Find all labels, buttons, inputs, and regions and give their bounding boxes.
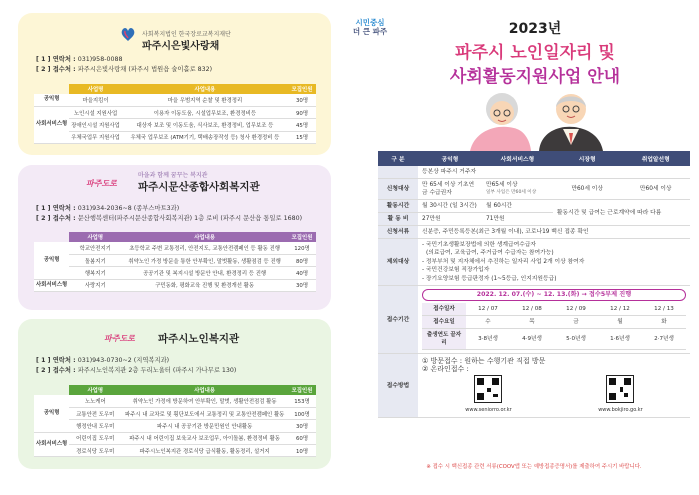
org-logo-icon: [120, 25, 136, 45]
table-row: 경로식당 도우미 파주시노인복지관 경로식당 급식활동, 활동정리, 설거지 10명: [34, 445, 316, 457]
org-panel-senior-welfare: [18, 319, 331, 469]
org-address: [ 2 ] 접수처 : 파주시노인복지관 2층 두리노울터 (파주시 가나무로 130): [36, 367, 237, 374]
title-year: 2023년: [508, 21, 562, 37]
table-row: 제외대상 - 국민기초생활보장법에 의한 생계급여수급자 (의료급여, 교육급여, 주거급여 수급자는 참여가능) - 정부부처 및 지자체에서 추진하는 일자리 사업 2개 이상 참여자 - 국민건강보험 직장가입자 - 장기요양보험 등급판정자 (1~5등급, 인지지원등급): [378, 239, 690, 286]
table-header: 사업내용: [121, 385, 288, 395]
city-brand-logo: 시민중심 더 큰 파주: [352, 18, 388, 36]
table-header: 사업명: [69, 232, 121, 242]
org-program-table: [34, 232, 316, 292]
category-cell: 사회서비스형: [34, 432, 69, 457]
table-row: 사회서비스형 사랑지기 구민동화, 평화교육 진행 및 환경개선 활동 30명: [34, 279, 316, 291]
org-phone: [ 1 ] 연락처 : 031)958-0088: [36, 56, 123, 63]
table-row: 신청대상 만 65세 이상 기초연금 수급권자 만65세 이상 일부 사업은 만60세 이상 만60세 이상 만60세 이상: [378, 179, 690, 200]
table-row: 행복지기 공공기관 및 복지시설 방문안 안내, 환경정리 등 진행 40명: [34, 267, 316, 279]
table-row: 활동시간 월 30시간 (일 3시간) 월 60시간 활동시간 및 급여는 근로계약에 따라 다름: [378, 200, 690, 213]
table-row: 등본상 파주시 거주자: [378, 166, 690, 179]
table-header: 구 분: [378, 151, 418, 166]
org-panel-munsan: [18, 165, 331, 310]
org-phone: [ 1 ] 연락처 : 031)934-2036~8 (종부스마트3과): [36, 205, 180, 212]
table-row: 접수방법 ① 방문접수 : 원하는 수행기관 직접 방문 ② 온라인접수 : www.seniorro.or.kr www.bokjiro.go.kr: [378, 354, 690, 418]
qr-code-icon[interactable]: [474, 375, 502, 403]
table-header: 모집인원: [288, 385, 316, 395]
title-line1: 파주시 노인일자리 및: [455, 43, 615, 63]
org-address: [ 2 ] 접수처 : 문산행복센터(파주시문산종합사회복지관) 1층 로비 (파주시 문산읍 통일로 1680): [36, 215, 303, 222]
elderly-couple-illustration: [455, 85, 615, 151]
org-address: [ 2 ] 접수처 : 파주시은빛사랑채 (파주시 법원읍 술이홀로 832): [36, 66, 213, 73]
category-cell: 사회서비스형: [34, 106, 69, 143]
table-row: 공익형 마을지킴이 마을 우범지역 순찰 및 환경정리 30명: [34, 94, 316, 106]
table-header: 공익형: [418, 151, 482, 166]
org-logo-tagline: 마을과 함께 꿈꾸는 복지관: [138, 172, 208, 179]
org-program-table: [34, 385, 316, 457]
org-logo-brand: 파주도로: [104, 334, 135, 343]
table-header: 취업알선형: [621, 151, 690, 166]
table-row: 사회서비스형 어린이집 도우미 파주시 내 어린이집 보육교사 보조업무, 아이돌봄, 환경정비 활동 60명: [34, 432, 316, 444]
org-logo-subtext: 사회복지법인 한국장로교복지재단: [142, 31, 231, 38]
org-title: 파주시문산종합사회복지관: [138, 181, 260, 193]
url-bokjiro[interactable]: www.bokjiro.go.kr: [598, 407, 643, 414]
category-cell: 공익형: [34, 395, 69, 432]
table-header: 모집인원: [288, 84, 316, 94]
program-info-table: [378, 151, 690, 418]
day-schedule-table: 접수일자 12 / 07 12 / 08 12 / 09 12 / 12 12 / 13 접수요일 수 목 금 월 화 출생연도 끝자리 3·8년생 4·9년생 5·0년생 1·6년생 2·7년생: [422, 303, 686, 350]
table-header: 사회서비스형: [482, 151, 553, 166]
table-row: 접수기간 2022. 12. 07.(수) ~ 12. 13.(화) → 접수5부제 진행 접수일자 12 / 07 12 / 08 12 / 09 12 / 12 12 / 13 접수요일 수 목 금 월 화 출생연도 끝자리 3·8년생 4·9년생 5·0년생 1·6년생 2·7년생: [378, 286, 690, 354]
table-row: 돌봄지기 취약노인 가정 방문을 통한 안부확인, 말벗활동, 생활점검 등 진행 80명: [34, 254, 316, 266]
table-header: 사업내용: [121, 232, 288, 242]
category-cell: 공익형: [34, 94, 69, 106]
table-header: 사업명: [69, 385, 121, 395]
table-row: 사회서비스형 노인시설 지원사업 이용자 이동도움, 시설업무보조, 환경정비등 90명: [34, 106, 316, 118]
table-header: 시장형: [553, 151, 622, 166]
url-seniorro[interactable]: www.seniorro.or.kr: [465, 407, 512, 414]
table-row: 장애인시설 지원사업 대상자 보조 및 이동도움, 식사보조, 환경정비, 업무보조 등 45명: [34, 119, 316, 131]
table-row: 우체국업무 지원사업 우체국 업무보조 (ATM기기, 택배송장작성 등) 청사 환경정비 등 15명: [34, 131, 316, 143]
qr-code-icon[interactable]: [606, 375, 634, 403]
org-logo-brand: 파주도로: [86, 179, 117, 188]
vaccine-note: ※ 접수 시 백신접종 관련 서류(COOV앱 또는 예방접종증명서)를 제출하여 주시기 바랍니다.: [426, 464, 642, 470]
table-row: 활 동 비 27만원 71만원: [378, 213, 690, 226]
table-header: 모집인원: [288, 232, 316, 242]
table-row: 공익형 노노케어 취약노인 가정에 방문하여 안부확인, 말벗, 생활안전점검 활동 153명: [34, 395, 316, 407]
org-panel-eunbit: [18, 13, 331, 155]
org-phone: [ 1 ] 연락처 : 031)943-0730~2 (지역복지과): [36, 357, 170, 364]
period-banner: 2022. 12. 07.(수) ~ 12. 13.(화) → 접수5부제 진행: [422, 289, 686, 301]
table-row: 행정안내 도우미 파주시 내 공공기관 방문민원인 안내활동 30명: [34, 420, 316, 432]
category-cell: 사회서비스형: [34, 279, 69, 291]
org-title: 파주시노인복지관: [158, 333, 240, 345]
table-header: 사업내용: [122, 84, 288, 94]
table-header: 사업명: [69, 84, 122, 94]
org-program-table: [34, 84, 316, 144]
table-row: 신청서류 신분증, 주민등록등본(최근 3개월 이내), 코로나19 백신 접종 확인: [378, 226, 690, 239]
org-title: 파주시은빛사랑채: [142, 41, 220, 52]
title-line2: 사회활동지원사업 안내: [449, 67, 621, 87]
category-cell: 공익형: [34, 242, 69, 279]
table-row: 공익형 학교안전지기 초등학교 주변 교통정리, 안전지도, 교통안전캠페인 등 활동 진행 120명: [34, 242, 316, 254]
table-row: 교통안전 도우미 파주시 내 교차로 및 횡단보도에서 교통정리 및 교통안전캠페인 활동 100명: [34, 407, 316, 419]
